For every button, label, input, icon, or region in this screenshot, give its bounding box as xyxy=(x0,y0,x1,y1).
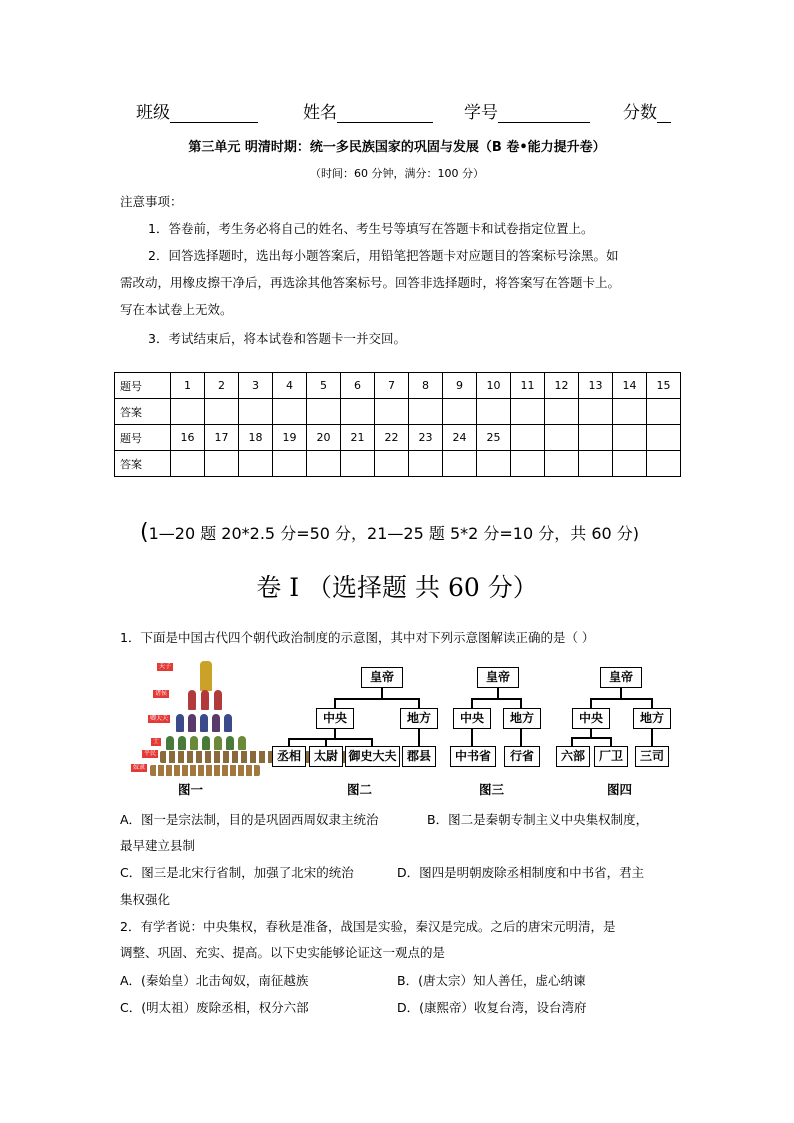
rank-tag: 奴隶 xyxy=(130,763,148,773)
connector xyxy=(590,698,652,700)
question-number: 5 xyxy=(307,373,341,399)
leaf-box: 郡县 xyxy=(402,746,436,767)
scholar-figure xyxy=(226,736,234,750)
connector xyxy=(288,738,372,740)
connector xyxy=(651,698,653,708)
note-item-2-line-2: 需改动，用橡皮擦干净后，再选涂其他答案标号。回答非选择题时，将答案写在答题卡上。 xyxy=(120,275,621,290)
connector xyxy=(620,688,622,698)
q2-option-b[interactable]: B．(唐太宗）知人善任，虚心纳谏 xyxy=(397,973,586,988)
table-row xyxy=(115,373,681,399)
answer-cell[interactable] xyxy=(579,399,613,425)
figure-4-caption: 图四 xyxy=(607,782,633,797)
question-number xyxy=(545,425,579,451)
scholar-figure xyxy=(214,736,222,750)
official-figure xyxy=(188,714,196,732)
answer-cell[interactable] xyxy=(273,399,307,425)
table-row xyxy=(115,425,681,451)
answer-cell[interactable] xyxy=(545,451,579,477)
answer-cell[interactable] xyxy=(511,399,545,425)
note-item-1: 1．答卷前，考生务必将自己的姓名、考生号等填写在答题卡和试卷指定位置上。 xyxy=(148,221,594,236)
emperor-box: 皇帝 xyxy=(477,667,519,688)
connector xyxy=(418,729,420,747)
question-number: 22 xyxy=(375,425,409,451)
question-number: 18 xyxy=(239,425,273,451)
connector xyxy=(418,698,420,708)
scoring-note xyxy=(140,520,639,545)
connector xyxy=(520,698,522,708)
figure-1-caption: 图一 xyxy=(178,782,204,797)
q1-option-b[interactable]: B．图二是秦朝专制主义中央集权制度， xyxy=(427,812,649,827)
rank-tag: 天子 xyxy=(156,662,174,672)
q1-option-a[interactable]: A．图一是宗法制，目的是巩固西周奴隶主统治 xyxy=(120,812,379,827)
central-box: 中央 xyxy=(453,708,491,729)
table-row xyxy=(115,451,681,477)
question-number: 6 xyxy=(341,373,375,399)
answer-cell[interactable] xyxy=(171,451,205,477)
student-id-label: 学号 xyxy=(464,103,498,123)
time-note: （时间：60 分钟，满分：100 分） xyxy=(310,167,484,180)
local-box: 地方 xyxy=(633,708,671,729)
connector xyxy=(571,737,611,739)
connector xyxy=(334,698,336,708)
class-label: 班级 xyxy=(136,103,170,123)
question-number: 13 xyxy=(579,373,613,399)
answer-cell[interactable] xyxy=(239,399,273,425)
emperor-box: 皇帝 xyxy=(600,667,642,688)
scholar-figure xyxy=(190,736,198,750)
rank-tag: 平民 xyxy=(141,749,159,759)
question-number: 11 xyxy=(511,373,545,399)
answer-cell[interactable] xyxy=(647,399,681,425)
connector xyxy=(610,737,612,746)
figure-2-caption: 图二 xyxy=(347,782,373,797)
answer-cell[interactable] xyxy=(375,399,409,425)
official-figure xyxy=(176,714,184,732)
connector xyxy=(520,729,522,746)
q2-option-d[interactable]: D．(康熙帝）收复台湾，设台湾府 xyxy=(397,1000,587,1015)
leaf-box: 太尉 xyxy=(309,746,343,767)
question-number: 20 xyxy=(307,425,341,451)
question-number: 8 xyxy=(409,373,443,399)
local-box: 地方 xyxy=(400,708,438,729)
answer-cell[interactable] xyxy=(307,399,341,425)
leaf-box: 丞相 xyxy=(272,746,306,767)
rank-tag: 诸侯 xyxy=(152,689,170,699)
question-number: 25 xyxy=(477,425,511,451)
question-number: 10 xyxy=(477,373,511,399)
connector xyxy=(334,698,418,700)
lord-figure xyxy=(214,690,222,710)
score-field[interactable] xyxy=(623,98,671,123)
scholar-figure xyxy=(238,736,246,750)
q2-stem-line-2: 调整、巩固、充实、提高。以下史实能够论证这一观点的是 xyxy=(120,945,446,960)
answer-cell[interactable] xyxy=(477,399,511,425)
central-box: 中央 xyxy=(572,708,610,729)
note-item-2-line-1: 2．回答选择题时，选出每小题答案后，用铅笔把答题卡对应题目的答案标号涂黑。如 xyxy=(148,248,619,263)
question-number: 2 xyxy=(205,373,239,399)
connector xyxy=(590,698,592,708)
official-figure xyxy=(200,714,208,732)
answer-cell[interactable] xyxy=(511,451,545,477)
scholar-figure xyxy=(202,736,210,750)
central-box: 中央 xyxy=(316,708,354,729)
scoring-text: 1—20 题 20*2.5 分=50 分，21—25 题 5*2 分=10 分，共 60 分) xyxy=(148,524,640,543)
q1-option-d-cont: 集权强化 xyxy=(120,892,171,907)
q1-option-c[interactable]: C．图三是北宋行省制，加强了北宋的统治 xyxy=(120,865,354,880)
emperor-figure xyxy=(200,661,212,691)
lord-figure xyxy=(201,690,209,710)
connector xyxy=(497,688,499,698)
question-number: 16 xyxy=(171,425,205,451)
question-number: 12 xyxy=(545,373,579,399)
connector xyxy=(381,688,383,698)
q1-option-b-cont: 最早建立县制 xyxy=(120,838,196,853)
answer-cell[interactable] xyxy=(647,451,681,477)
answer-cell[interactable] xyxy=(409,399,443,425)
answer-cell[interactable] xyxy=(613,451,647,477)
exam-title: 第三单元 明清时期：统一多民族国家的巩固与发展（B 卷•能力提升卷） xyxy=(188,140,606,155)
q2-option-a[interactable]: A．(秦始皇）北击匈奴，南征越族 xyxy=(120,973,309,988)
leaf-box: 御史大夫 xyxy=(345,746,400,767)
question-number: 19 xyxy=(273,425,307,451)
answer-cell[interactable] xyxy=(409,451,443,477)
connector xyxy=(651,729,653,746)
answer-cell[interactable] xyxy=(341,399,375,425)
answer-cell[interactable] xyxy=(443,451,477,477)
class-blank[interactable] xyxy=(170,104,258,123)
row-label: 答案 xyxy=(115,399,171,425)
lord-figure xyxy=(188,690,196,710)
connector xyxy=(590,729,592,737)
answer-cell[interactable] xyxy=(171,399,205,425)
question-number: 7 xyxy=(375,373,409,399)
note-item-3: 3．考试结束后，将本试卷和答题卡一并交回。 xyxy=(148,331,406,346)
q1-option-d[interactable]: D．图四是明朝废除丞相制度和中书省，君主 xyxy=(397,865,645,880)
question-number xyxy=(511,425,545,451)
official-figure xyxy=(212,714,220,732)
leaf-box: 行省 xyxy=(504,746,540,767)
answer-cell[interactable] xyxy=(613,399,647,425)
scholar-figure xyxy=(166,736,174,750)
leaf-box: 中书省 xyxy=(450,746,496,767)
question-number: 21 xyxy=(341,425,375,451)
connector xyxy=(471,698,473,708)
row-label: 题号 xyxy=(115,425,171,451)
answer-cell[interactable] xyxy=(307,451,341,477)
answer-cell[interactable] xyxy=(375,451,409,477)
section-title: 卷 I （选择题 共 60 分） xyxy=(256,573,538,602)
leaf-box: 六部 xyxy=(556,746,590,767)
connector xyxy=(471,729,473,746)
question-number: 9 xyxy=(443,373,477,399)
q2-stem-line-1: 2．有学者说：中央集权，春秋是准备，战国是实验，秦汉是完成。之后的唐宋元明清，是 xyxy=(120,919,616,934)
question-number xyxy=(613,425,647,451)
answer-cell[interactable] xyxy=(239,451,273,477)
rank-tag: 士 xyxy=(150,737,162,747)
answer-cell[interactable] xyxy=(443,399,477,425)
answer-table xyxy=(114,372,681,477)
q2-option-c[interactable]: C．(明太祖）废除丞相，权分六部 xyxy=(120,1000,309,1015)
answer-cell[interactable] xyxy=(273,451,307,477)
question-number: 3 xyxy=(239,373,273,399)
name-blank[interactable] xyxy=(337,104,433,123)
q1-stem: 1．下面是中国古代四个朝代政治制度的示意图，其中对下列示意图解读正确的是（ ） xyxy=(120,630,595,645)
name-field[interactable] xyxy=(303,98,433,123)
question-number: 4 xyxy=(273,373,307,399)
score-blank[interactable] xyxy=(657,104,671,123)
notes-heading: 注意事项： xyxy=(120,194,183,209)
answer-cell[interactable] xyxy=(205,451,239,477)
note-item-2-line-3: 写在本试卷上无效。 xyxy=(120,302,233,317)
rank-tag: 卿大夫 xyxy=(147,714,171,724)
figure-3-caption: 图三 xyxy=(479,782,505,797)
table-row xyxy=(115,399,681,425)
question-number: 24 xyxy=(443,425,477,451)
answer-cell[interactable] xyxy=(545,399,579,425)
scholar-figure xyxy=(178,736,186,750)
student-id-blank[interactable] xyxy=(498,104,590,123)
question-number xyxy=(579,425,613,451)
name-label: 姓名 xyxy=(303,103,337,123)
question-number: 14 xyxy=(613,373,647,399)
student-id-field[interactable] xyxy=(464,98,590,123)
class-field[interactable] xyxy=(136,98,258,123)
connector xyxy=(471,698,521,700)
local-box: 地方 xyxy=(503,708,541,729)
leaf-box: 三司 xyxy=(635,746,669,767)
answer-cell[interactable] xyxy=(341,451,375,477)
row-label: 题号 xyxy=(115,373,171,399)
question-number xyxy=(647,425,681,451)
answer-cell[interactable] xyxy=(477,451,511,477)
answer-cell[interactable] xyxy=(205,399,239,425)
row-label: 答案 xyxy=(115,451,171,477)
answer-cell[interactable] xyxy=(579,451,613,477)
slave-row xyxy=(150,765,260,776)
scoring-open-paren: ( xyxy=(140,520,149,545)
official-figure xyxy=(224,714,232,732)
question-number: 23 xyxy=(409,425,443,451)
emperor-box: 皇帝 xyxy=(361,667,403,688)
connector xyxy=(571,737,573,746)
leaf-box: 厂卫 xyxy=(594,746,628,767)
score-label: 分数 xyxy=(623,103,657,123)
question-number: 17 xyxy=(205,425,239,451)
connector xyxy=(334,729,336,738)
question-number: 15 xyxy=(647,373,681,399)
question-number: 1 xyxy=(171,373,205,399)
